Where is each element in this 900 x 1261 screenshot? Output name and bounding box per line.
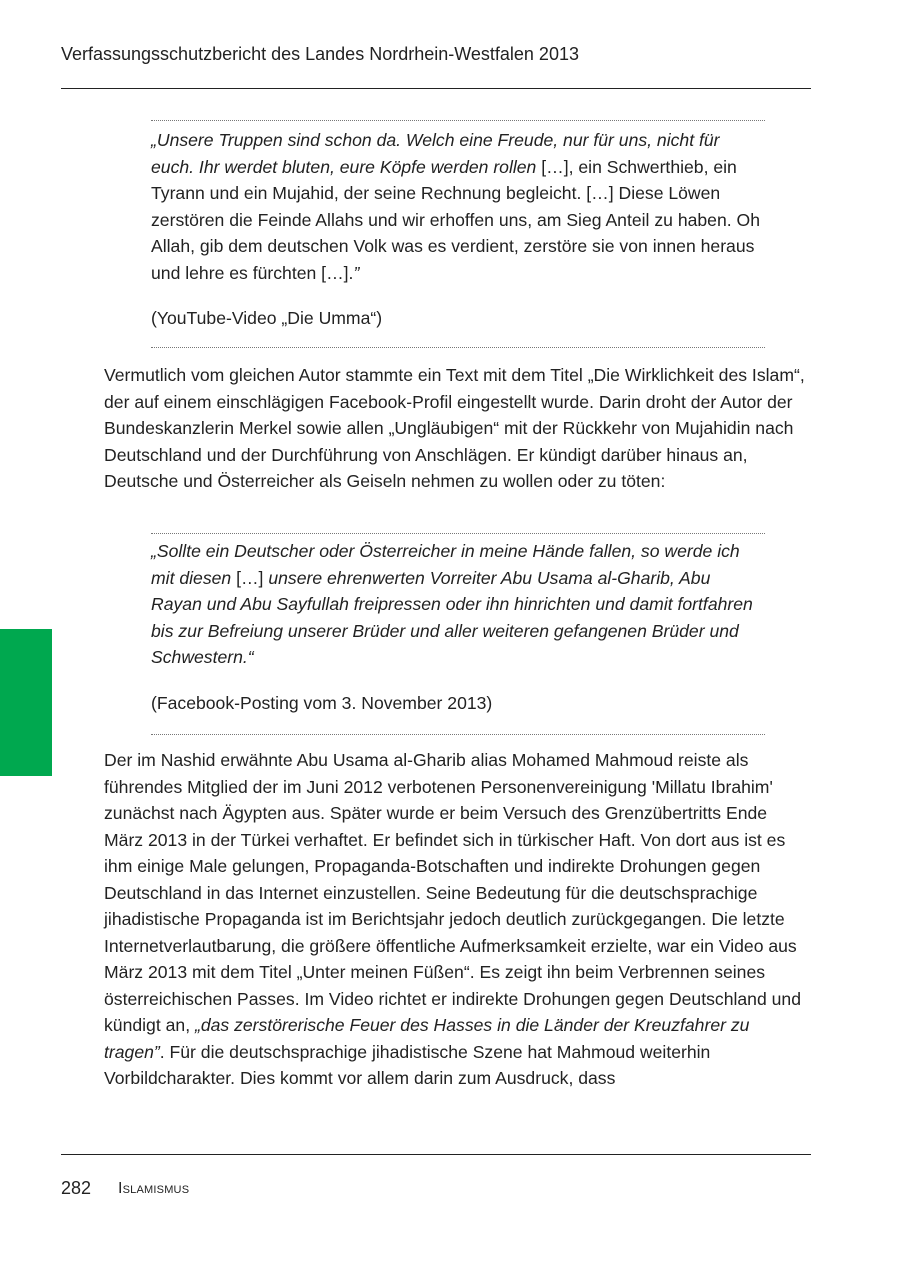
footer-rule <box>61 1154 811 1155</box>
italic-text: „Sollte ein Deutscher oder Österreicher in meine Hände fallen, so werde ich mit diesen <box>151 541 740 588</box>
header-rule <box>61 88 811 89</box>
italic-text: unsere ehrenwerten Vorreiter Abu Usama al-Gharib, Abu Rayan und Abu Sayfullah freipressen oder ihn hinrichten und damit fortfahren bis zur Befreiung unserer Brüder und aller weiteren gefangenen Brüder und Schwestern.“ <box>151 567 753 667</box>
text-run: Der im Nashid erwähnte Abu Usama al-Gharib alias Mohamed Mahmoud reiste als führendes Mitglied der im Juni 2012 verbotenen Personenvereinigung 'Millatu Ibrahim' zunächst nach Ägypten aus. Später wurde er beim Versuch des Grenzübertritts Ende März 2013 in der Türkei verhaftet. Er befindet sich in türkischer Haft. Von dort aus ist es ihm einige Male gelungen, Propaganda-Botschaften und indirekte Drohungen gegen Deutschland in das Internet einzustellen. Seine Bedeutung für die deutschsprachige jihadistische Propaganda ist im Berichtsjahr jedoch deutlich zurückgegangen. Die letzte Internetverlautbarung, die größere öffentliche Aufmerksamkeit erzielte, war ein Video aus März 2013 mit dem Titel „Unter meinen Füßen“. Es zeigt ihn beim Verbrennen seines österreichischen Passes. Im Video richtet er indirekte Drohungen gegen Deutschland und kündigt an, <box>104 750 801 1035</box>
text-run: . Für die deutschsprachige jihadistische Szene hat Mahmoud weiterhin Vorbildcharakter. Dies kommt vor allem darin zum Ausdruck, dass <box>104 1041 711 1088</box>
italic-text: ” <box>353 262 360 283</box>
body-paragraph: Vermutlich vom gleichen Autor stammte ein Text mit dem Titel „Die Wirklichkeit des Islam“, der auf einem einschlägigen Facebook-Profil eingestellt wurde. Darin droht der Autor der Bundeskanzlerin Merkel sowie allen „Ungläubigen“ mit der Rückkehr von Mujahidin nach Deutschland und der Durchführung von Anschlägen. Er kündigt darüber hinaus an, Deutsche und Österreicher als Geiseln nehmen zu wollen oder zu töten: <box>104 365 805 491</box>
quote-text <box>151 538 765 671</box>
body-paragraph <box>104 747 809 1092</box>
text-run: […] <box>231 567 269 588</box>
running-header: Verfassungsschutzbericht des Landes Nordrhein-Westfalen 2013 <box>61 44 579 64</box>
italic-text: „Unsere Truppen sind schon da. Welch eine Freude, nur für uns, nicht für euch. Ihr werdet bluten, eure Köpfe werden rollen <box>151 130 720 177</box>
quote-block-facebook <box>151 533 765 735</box>
quote-text <box>151 127 765 286</box>
italic-text: „das zerstörerische Feuer des Hasses in die Länder der Kreuzfahrer zu tragen” <box>104 1015 750 1062</box>
quote-source: (YouTube-Video „Die Umma“) <box>151 308 383 328</box>
page-number: 282 <box>61 1178 92 1198</box>
quote-block-umma <box>151 120 765 348</box>
quote-source: (Facebook-Posting vom 3. November 2013) <box>151 692 493 713</box>
text-run: […], ein Schwerthieb, ein Tyrann und ein Mujahid, der seine Rechnung begleicht. […] Diese Löwen zerstören die Feinde Allahs und wir erhoffen uns, am Sieg Anteil zu haben. Oh Allah, gib dem deutschen Volk was es verdient, zerstöre sie von innen heraus und lehre es fürchten […]. <box>151 156 760 283</box>
section-name: Islamismus <box>118 1180 190 1197</box>
section-color-tab <box>0 629 52 776</box>
